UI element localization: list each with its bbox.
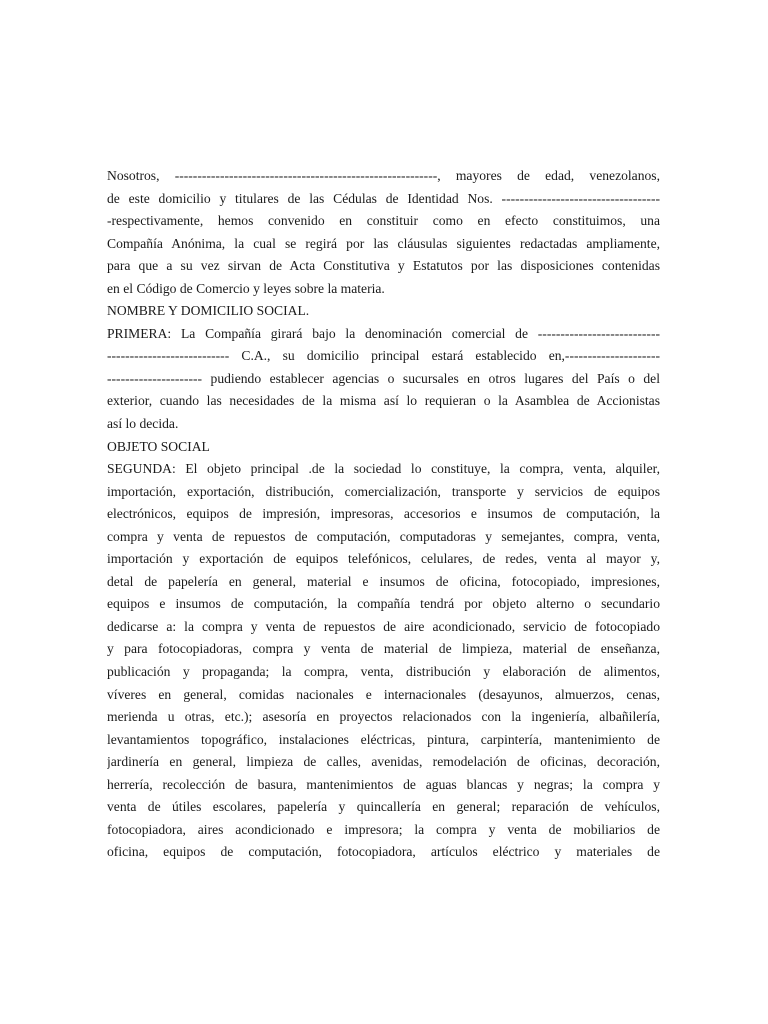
document-line: equipos e insumos de computación, la compañía tendrá por objeto alterno o secundario bbox=[107, 596, 660, 612]
document-line: herrería, recolección de basura, mantenimientos de aguas blancas y negras; la compra y bbox=[107, 776, 660, 792]
document-line: en el Código de Comercio y leyes sobre la materia. bbox=[107, 280, 385, 296]
document-line: así lo decida. bbox=[107, 416, 179, 432]
document-line: detal de papelería en general, material e insumos de oficina, fotocopiado, impresiones, bbox=[107, 573, 660, 589]
document-line: importación y exportación de equipos telefónicos, celulares, de redes, venta al mayor y, bbox=[107, 551, 660, 567]
document-line: NOMBRE Y DOMICILIO SOCIAL. bbox=[107, 303, 310, 319]
document-line: --------------------------- C.A., su domicilio principal estará establecido en,--------------------- bbox=[107, 348, 660, 364]
document-line: merienda u otras, etc.); asesoría en proyectos relacionados con la ingeniería, albañilería, bbox=[107, 709, 660, 725]
document-line: PRIMERA: La Compañía girará bajo la denominación comercial de --------------------------- bbox=[107, 325, 660, 341]
document-line: Compañía Anónima, la cual se regirá por las cláusulas siguientes redactadas ampliamente, bbox=[107, 235, 660, 251]
document-line: jardinería en general, limpieza de calles, avenidas, remodelación de oficinas, decoración, bbox=[107, 754, 660, 770]
document-body bbox=[107, 165, 660, 864]
document-line: OBJETO SOCIAL bbox=[107, 438, 210, 454]
document-line: oficina, equipos de computación, fotocopiadora, artículos eléctrico y materiales de bbox=[107, 844, 660, 860]
document-line: SEGUNDA: El objeto principal .de la sociedad lo constituye, la compra, venta, alquiler, bbox=[107, 461, 660, 477]
document-line: de este domicilio y titulares de las Cédulas de Identidad Nos. ----------------------------------- bbox=[107, 190, 660, 206]
document-line: víveres en general, comidas nacionales e internacionales (desayunos, almuerzos, cenas, bbox=[107, 686, 660, 702]
document-line: dedicarse a: la compra y venta de repuestos de aire acondicionado, servicio de fotocopiado bbox=[107, 618, 660, 634]
document-line: --------------------- pudiendo establecer agencias o sucursales en otros lugares del País o del bbox=[107, 370, 660, 386]
document-line: compra y venta de repuestos de computación, computadoras y semejantes, compra, venta, bbox=[107, 528, 660, 544]
document-line: levantamientos topográfico, instalaciones eléctricas, pintura, carpintería, mantenimiento de bbox=[107, 731, 660, 747]
document-line: -respectivamente, hemos convenido en constituir como en efecto constituimos, una bbox=[107, 213, 660, 229]
document-line: y para fotocopiadoras, compra y venta de material de limpieza, material de enseñanza, bbox=[107, 641, 660, 657]
document-line: publicación y propaganda; la compra, venta, distribución y elaboración de alimentos, bbox=[107, 664, 660, 680]
document-line: venta de útiles escolares, papelería y quincallería en general; reparación de vehículos, bbox=[107, 799, 660, 815]
document-line: fotocopiadora, aires acondicionado e impresora; la compra y venta de mobiliarios de bbox=[107, 821, 660, 837]
document-line: importación, exportación, distribución, comercialización, transporte y servicios de equipos bbox=[107, 483, 660, 499]
document-line: exterior, cuando las necesidades de la misma así lo requieran o la Asamblea de Accionistas bbox=[107, 393, 660, 409]
document-line: para que a su vez sirvan de Acta Constitutiva y Estatutos por las disposiciones contenidas bbox=[107, 258, 660, 274]
document-line: electrónicos, equipos de impresión, impresoras, accesorios e insumos de computación, la bbox=[107, 506, 660, 522]
document-line: Nosotros, ----------------------------------------------------------, mayores de edad, venezolanos, bbox=[107, 168, 660, 183]
